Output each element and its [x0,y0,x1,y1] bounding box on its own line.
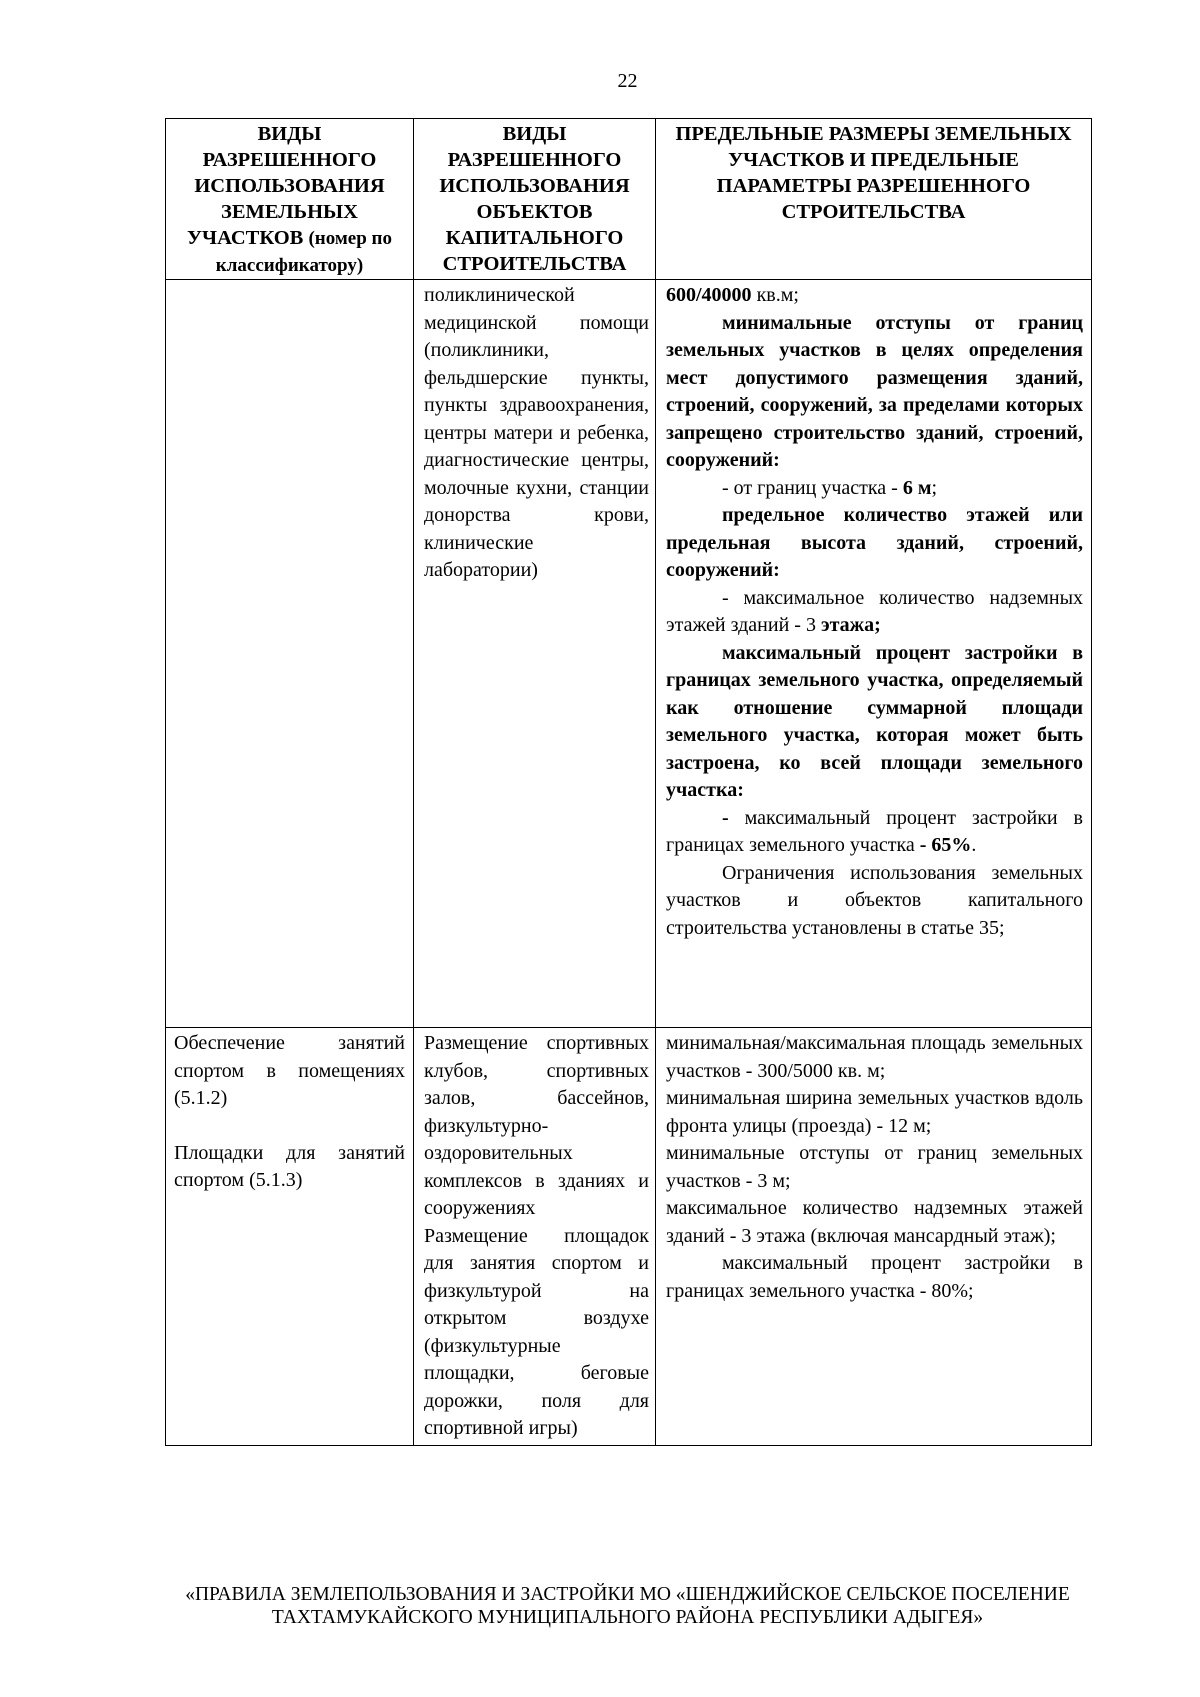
row1-coverage-heading: максимальный процент застройки в границах земельного участка, определяемый как отношение суммарной площади земельного участка, которая может быть застроена, ко всей площади земельного участка: [666,641,1083,801]
row1-floors-text: - максимальное количество надземных этажей зданий - 3 [666,586,1083,636]
row2-land-use-sport-grounds: Площадки для занятий спортом (5.1.3) [174,1141,405,1191]
table-row [166,280,1092,1028]
row2-construction-outdoor: Размещение площадок для занятия спортом и физкультурой на открытом воздухе (физкультурные площадки, беговые дорожки, поля для спортивной игры) [424,1224,649,1439]
row2-construction-indoor: Размещение спортивных клубов, спортивных залов, бассейнов, физкультурно-оздоровительных комплексов в зданиях и сооружениях [424,1032,649,1219]
row1-area-unit: кв.м; [751,284,799,306]
row2-land-use-cell [166,1028,414,1446]
row1-construction-cell [414,280,656,1028]
row1-floors-bold: этажа; [820,614,881,636]
row1-construction-text: поликлинической медицинской помощи (поликлиники, фельдшерские пункты, пункты здравоохранения, центры матери и ребенка, диагностические центры, молочные кухни, станции донорства крови, клинические лаборатории) [424,284,649,581]
row2-area: минимальная/максимальная площадь земельных участков - 300/5000 кв. м; [666,1032,1083,1082]
footer-line-1: «ПРАВИЛА ЗЕМЛЕПОЛЬЗОВАНИЯ И ЗАСТРОЙКИ МО «ШЕНДЖИЙСКОЕ СЕЛЬСКОЕ ПОСЕЛЕНИЕ [185,1584,1070,1605]
row1-floors-heading: предельное количество этажей или предельная высота зданий, строений, сооружений: [666,504,1083,581]
row1-land-use-cell [166,280,414,1028]
row1-setback-value: 6 м [902,476,932,499]
row2-floors: максимальное количество надземных этажей зданий - 3 этажа (включая мансардный этаж); [666,1197,1083,1247]
header-col1-sub: (номер по классификатору) [215,228,392,276]
row2-land-use-sport-indoor: Обеспечение занятий спортом в помещениях (5.1.2) [174,1032,405,1109]
header-col1-main: ВИДЫ РАЗРЕШЕННОГО ИСПОЛЬЗОВАНИЯ ЗЕМЕЛЬНЫХ УЧАСТКОВ [186,123,385,249]
row1-setbacks-heading: минимальные отступы от границ земельных участков в целях определения мест допустимого размещения зданий, строений, сооружений, за пределами которых запрещено строительство зданий, строений, сооружений: [666,311,1083,471]
row2-min-width: минимальная ширина земельных участков вдоль фронта улицы (проезда) - 12 м; [666,1087,1083,1137]
page-number: 22 [617,70,638,92]
header-construction-use-types: ВИДЫ РАЗРЕШЕННОГО ИСПОЛЬЗОВАНИЯ ОБЪЕКТОВ КАПИТАЛЬНОГО СТРОИТЕЛЬСТВА [414,119,656,280]
header-limit-parameters: ПРЕДЕЛЬНЫЕ РАЗМЕРЫ ЗЕМЕЛЬНЫХ УЧАСТКОВ И ПРЕДЕЛЬНЫЕ ПАРАМЕТРЫ РАЗРЕШЕННОГО СТРОИТЕЛЬСТВА [656,119,1092,280]
document-footer [0,1583,1200,1629]
row1-parameters-cell [656,280,1092,1028]
row1-setback-line [666,475,1083,503]
footer-line-2: ТАХТАМУКАЙСКОГО МУНИЦИПАЛЬНОГО РАЙОНА РЕСПУБЛИКИ АДЫГЕЯ» [271,1607,984,1628]
row2-setbacks: минимальные отступы от границ земельных участков - 3 м; [666,1142,1083,1192]
row1-coverage-text: максимальный процент застройки в границах земельного участка [666,806,1083,856]
row2-construction-cell [414,1028,656,1446]
row1-setback-end: ; [931,476,938,499]
row1-area [666,282,1083,310]
row1-area-value: 600/40000 [666,284,752,306]
row2-parameters-cell [656,1028,1092,1446]
table-row [166,1028,1092,1446]
row1-coverage-line [666,805,1083,860]
row1-restrictions: Ограничения использования земельных участков и объектов капитального строительства установлены в статье 35; [666,861,1083,939]
row1-coverage-dash: - [722,806,729,829]
row1-setback-text: - от границ участка - [722,476,903,499]
row1-coverage-end: . [971,834,977,856]
row2-coverage: максимальный процент застройки в границах земельного участка - 80%; [666,1252,1083,1302]
zoning-table [165,118,1092,1446]
header-land-use-types [166,119,414,280]
row1-coverage-value: - 65% [919,834,972,856]
row1-floors-line [666,585,1083,640]
table-header-row [166,119,1092,280]
